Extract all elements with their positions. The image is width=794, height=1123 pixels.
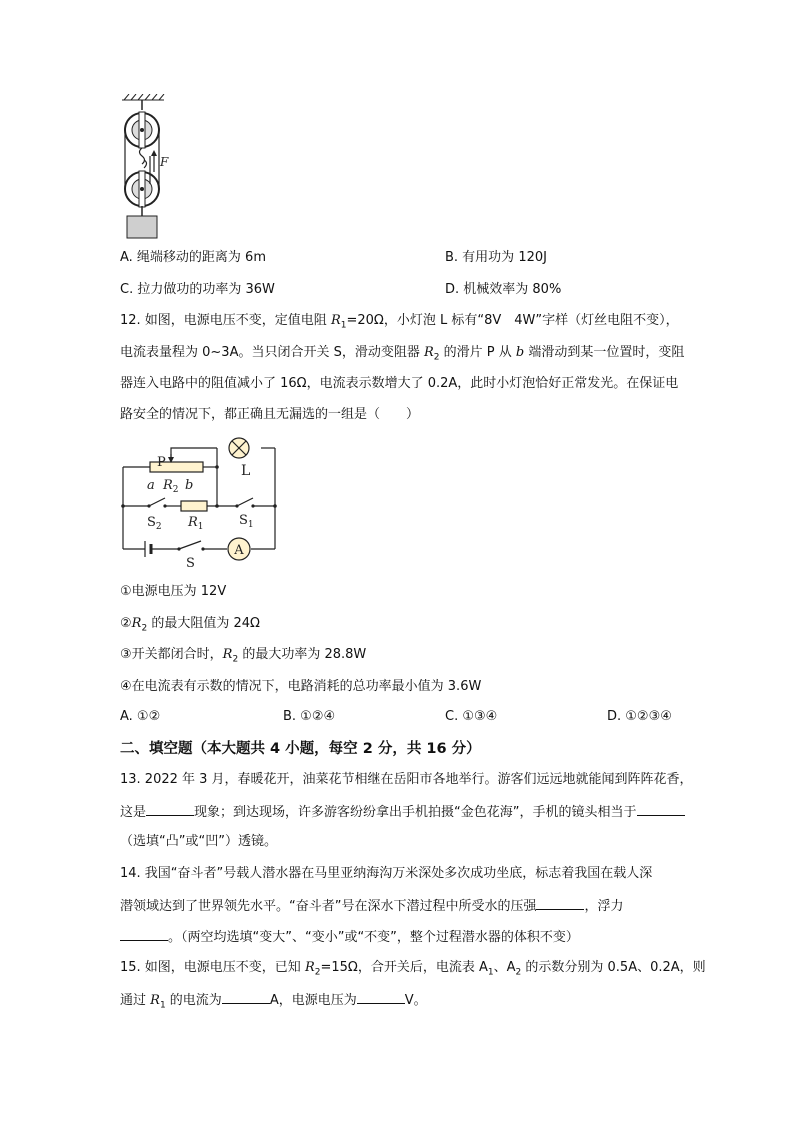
answer-blank[interactable] — [146, 801, 194, 816]
lamp-l-icon — [229, 438, 249, 458]
q15-line-2: 通过 $R_1$ 的电流为 A，电源电压为 V。 — [120, 989, 427, 1016]
q13-line-2: 这是 现象；到达现场，许多游客纷纷拿出手机拍摄“金色花海”，手机的镜头相当于 — [120, 801, 685, 823]
q11-option-b: B. 有用功为 120J — [445, 250, 547, 265]
end-a-label: a — [147, 478, 155, 493]
switch-s2-icon — [147, 498, 166, 508]
switch-s1-icon — [235, 498, 254, 508]
force-arrow-icon — [151, 150, 169, 172]
q12-option-d: D. ①②③④ — [607, 709, 672, 724]
q11-option-a: A. 绳端移动的距离为 6m — [120, 250, 266, 265]
r2-label: $R_2$ — [163, 478, 179, 495]
q12-statement-3: ③开关都闭合时，$R_2$ 的最大功率为 28.8W — [120, 647, 367, 665]
q14-line-3: 。（两空均选填“变大”、“变小”或“不变”，整个过程潜水器的体积不变） — [120, 926, 579, 948]
battery-icon — [145, 541, 151, 557]
q14-line-2: 潜领域达到了世界领先水平。“奋斗者”号在深水下潜过程中所受水的压强 ，浮力 — [120, 895, 624, 917]
q11-option-c: C. 拉力做功的功率为 36W — [120, 282, 275, 297]
q12-statement-2: $②R_2$ 的最大阻值为 24Ω — [120, 616, 260, 634]
q13-line-3: （选填“凸”或“凹”）透镜。 — [120, 834, 277, 849]
s2-label: $S_2$ — [147, 515, 162, 532]
end-b-label: b — [185, 478, 194, 493]
lamp-label: L — [241, 463, 251, 479]
switch-s-icon — [177, 541, 204, 551]
q12-stem-line-1: 12. 如图，电源电压不变，定值电阻 $R_1=20\Omega$，小灯泡 L 标有“8V 4W”字样（灯丝电阻不变）， — [120, 313, 679, 331]
ammeter-icon — [228, 538, 250, 560]
q12-statement-1: ①电源电压为 12V — [120, 584, 227, 599]
answer-blank[interactable] — [637, 801, 685, 816]
resistor-r1 — [181, 501, 207, 511]
pulley-system-figure — [118, 94, 188, 242]
q12-stem-line-4: 路安全的情况下，都正确且无漏选的一组是（ ） — [120, 407, 420, 422]
q12-stem-line-3: 器连入电路中的阻值减小了 16Ω，电流表示数增大了 0.2A，此时小灯泡恰好正常发光。在保证电 — [120, 376, 679, 391]
s-label: S — [186, 556, 195, 570]
q12-statement-4: ④在电流表有示数的情况下，电路消耗的总功率最小值为 3.6W — [120, 679, 482, 694]
fixed-pulley — [125, 112, 159, 148]
q12-option-b: B. ①②④ — [283, 709, 336, 724]
q13-line-1: 13. 2022 年 3 月，春暖花开，油菜花节相继在岳阳市各地举行。游客们远远地就能闻到阵阵花香， — [120, 772, 693, 787]
section-title: 二、填空题（本大题共 4 小题，每空 2 分，共 16 分） — [120, 741, 481, 757]
q14-line-1: 14. 我国“奋斗者”号载人潜水器在马里亚纳海沟万米深处多次成功坐底，标志着我国在载人深 — [120, 866, 653, 881]
circuit-diagram — [115, 432, 285, 570]
r1-label: $R_1$ — [188, 515, 204, 532]
force-label: F — [160, 155, 169, 169]
q12-option-c: C. ①③④ — [445, 709, 498, 724]
movable-pulley — [125, 171, 159, 207]
slider-p-label: P — [157, 455, 166, 470]
load-block — [127, 216, 157, 238]
q12-stem-line-2: 电流表量程为 0~3A。当只闭合开关 S，滑动变阻器 $R_2$ 的滑片 P 从 b 端滑动到某一位置时，变阻 — [120, 345, 685, 363]
q15-line-1: 15. 如图，电源电压不变，已知 $R_2=15\Omega$，合开关后，电流表 $A_1$、$A_2$ 的示数分别为 0.5A、0.2A，则 — [120, 960, 706, 978]
answer-blank[interactable] — [120, 926, 168, 941]
answer-blank[interactable] — [536, 895, 584, 910]
q12-option-a: A. ①② — [120, 709, 161, 724]
answer-blank[interactable] — [357, 989, 405, 1004]
q11-option-d: D. 机械效率为 80% — [445, 282, 562, 297]
s1-label: $S_1$ — [239, 513, 254, 530]
ceiling-hatch — [122, 94, 164, 100]
answer-blank[interactable] — [222, 989, 270, 1004]
ammeter-label: A — [234, 543, 244, 558]
